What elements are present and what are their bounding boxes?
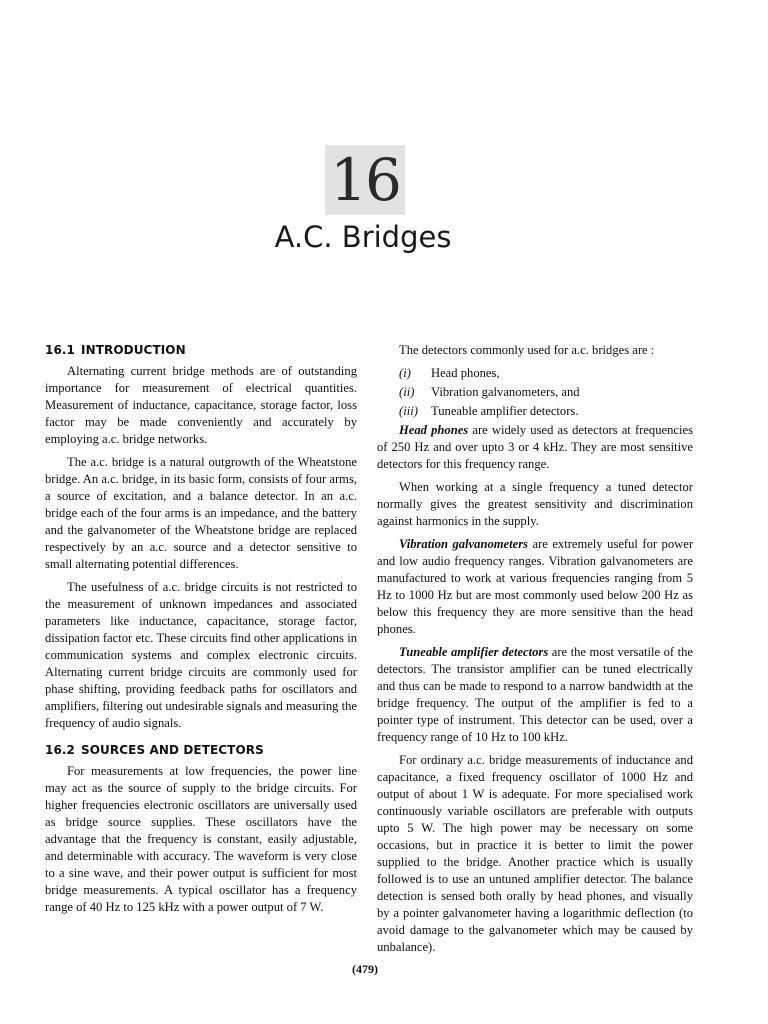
chapter-title xyxy=(0,220,730,254)
sources-paragraph-1: For measurements at low frequencies, the power line may act as the source of supply to the bridge circuits. For higher frequencies electronic oscillators are universally used as bridge source supplies. These oscillators have the advantage that the frequency is constant, easily adjustable, and determinable with accuracy. The waveform is very close to a sine wave, and their power output is sufficient for most bridge measurements. A typical oscillator has a frequency range of 40 Hz to 125 kHz with a power output of 7 W. xyxy=(45,764,357,914)
headphones-term: Head phones xyxy=(399,423,469,437)
headphones-paragraph xyxy=(377,422,693,473)
section-heading-introduction xyxy=(45,342,357,359)
vibration-text: are extremely useful for power and low audio frequency ranges. Vibration galvanometers are manufactured to work at various frequencies ranging from 5 Hz to 1000 Hz but are most commonly used below 200 Hz as below this frequency they are more sensitive than the head phones. xyxy=(377,537,694,636)
list-marker: (i) xyxy=(399,366,411,380)
page-number: (479) xyxy=(352,962,378,976)
vibration-term: Vibration galvanometers xyxy=(399,537,529,551)
section-number: 16.2 xyxy=(45,743,76,757)
tuneable-term: Tuneable amplifier detectors xyxy=(399,645,549,659)
headphones-text: are widely used as detectors at frequencies of 250 Hz and over upto 3 or 4 kHz. They are most sensitive detectors for this frequency range. xyxy=(377,423,693,471)
section-title: INTRODUCTION xyxy=(81,343,186,357)
detector-list xyxy=(377,365,693,420)
chapter-title-text: A.C. Bridges xyxy=(274,220,452,254)
list-item-label: Head phones, xyxy=(431,366,500,380)
list-marker: (iii) xyxy=(399,404,418,418)
chapter-number: 16 xyxy=(325,145,405,215)
list-item xyxy=(377,365,693,382)
intro-paragraph-3: The usefulness of a.c. bridge circuits is not restricted to the measurement of unknown impedances and associated parameters like inductance, capacitance, storage factor, dissipation factor etc. These circuits find other applications in communication systems and complex electronic circuits. Alternating current bridge circuits are commonly used for phase shifting, providing feedback paths for oscillators and amplifiers, filtering out undesirable signals and measuring the frequency of audio signals. xyxy=(45,580,357,730)
right-column xyxy=(377,342,693,962)
intro-paragraph-2: The a.c. bridge is a natural outgrowth of the Wheatstone bridge. An a.c. bridge, in its basic form, consists of four arms, a source of excitation, and a balance detector. In an a.c. bridge each of the four arms is an impedance, and the battery and the galvanometer of the Wheatstone bridge are replaced respectively by an a.c. source and a detector sensitive to small alternating potential differences. xyxy=(45,455,357,571)
section-title: SOURCES AND DETECTORS xyxy=(81,743,264,757)
single-frequency-paragraph: When working at a single frequency a tuned detector normally gives the greatest sensitivity and discrimination against harmonics in the supply. xyxy=(377,480,693,528)
list-item xyxy=(377,403,693,420)
intro-paragraph-1: Alternating current bridge methods are of outstanding importance for measurement of electrical quantities. Measurement of inductance, capacitance, storage factor, loss factor may be made conveniently and accurately by employing a.c. bridge networks. xyxy=(45,364,357,446)
tuneable-text: are the most versatile of the detectors. The transistor amplifier can be tuned electrically and thus can be made to respond to a narrow bandwidth at the bridge frequency. The output of the amplifier is fed to a pointer type of instrument. This detector can be used, over a frequency range of 10 Hz to 100 kHz. xyxy=(377,645,693,744)
list-item-label: Tuneable amplifier detectors. xyxy=(431,404,579,418)
list-item-label: Vibration galvanometers, and xyxy=(431,385,580,399)
section-number: 16.1 xyxy=(45,343,76,357)
list-marker: (ii) xyxy=(399,385,415,399)
section-heading-sources-detectors xyxy=(45,742,357,759)
ordinary-paragraph: For ordinary a.c. bridge measurements of inductance and capacitance, a fixed frequency oscillator of 1000 Hz and output of about 1 W is adequate. For more specialised work continuously variable oscillators are preferable with outputs upto 5 W. The high power may be necessary on some occasions, but in practice it is better to limit the power supplied to the bridge. Another practice which is usually followed is to use an untuned amplifier detector. The balance detection is sensed both orally by head phones, and visually by a pointer galvanometer having a logarithmic deflection (to avoid damage to the galvanometer which may be caused by unbalance). xyxy=(377,753,693,954)
left-column xyxy=(45,342,357,922)
tuneable-paragraph xyxy=(377,644,693,746)
vibration-paragraph xyxy=(377,536,693,638)
detectors-intro: The detectors commonly used for a.c. bridges are : xyxy=(399,343,655,357)
list-item xyxy=(377,384,693,401)
